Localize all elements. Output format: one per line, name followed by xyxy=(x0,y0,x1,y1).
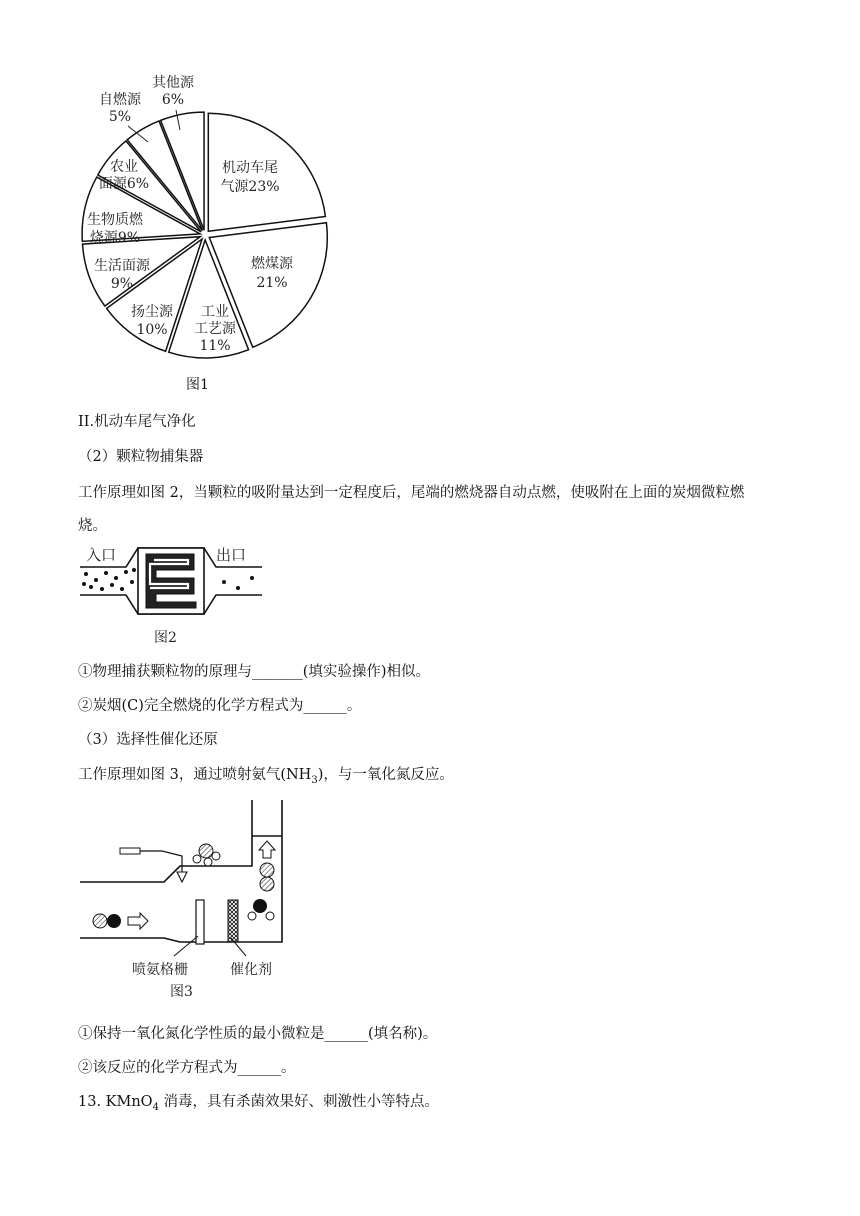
slice-label-agri-2: 面源6% xyxy=(98,176,150,192)
slice-label-biomass-2: 烧源9% xyxy=(89,230,141,246)
figure1-pie-chart xyxy=(60,60,350,370)
slice-label-coal-2: 21% xyxy=(256,275,288,291)
fig2-inlet-label: 入口 xyxy=(86,546,117,564)
slice-label-agri-1: 农业 xyxy=(110,159,138,175)
figure3-diagram xyxy=(76,796,296,1006)
slice-label-industry-3: 11% xyxy=(199,338,231,354)
subheading-scr: （3）选择性催化还原 xyxy=(78,732,218,748)
question-2: ②炭烟(C)完全燃烧的化学方程式为______。 xyxy=(78,698,362,714)
question-13: 13. KMnO$_4$ 消毒，具有杀菌效果好、刺激性小等特点。 xyxy=(78,1094,440,1113)
question-3: ①保持一氧化氮化学性质的最小微粒是______(填名称)。 xyxy=(78,1026,438,1042)
slice-label-dust-2: 10% xyxy=(136,322,168,338)
section-heading: II.机动车尾气净化 xyxy=(78,414,196,430)
slice-label-industry-1: 工业 xyxy=(201,304,229,320)
slice-label-industry-2: 工艺源 xyxy=(194,321,236,337)
slice-label-coal-1: 燃煤源 xyxy=(251,256,293,272)
subheading-particle-trap: （2）颗粒物捕集器 xyxy=(78,449,204,465)
inlet-particles xyxy=(82,568,136,591)
fig2-caption: 图2 xyxy=(154,630,177,646)
fig3-grid-label: 喷氨格栅 xyxy=(132,962,188,978)
slice-label-other-2: 6% xyxy=(161,92,185,108)
slice-label-dust-1: 扬尘源 xyxy=(131,304,173,320)
slice-label-other-1: 其他源 xyxy=(152,75,194,91)
slice-label-domestic-1: 生活面源 xyxy=(94,258,150,274)
outlet-particles xyxy=(222,576,254,590)
slice-label-self-2: 5% xyxy=(108,109,132,125)
figure1-caption: 图1 xyxy=(186,377,209,393)
slice-label-motor-1: 机动车尾 xyxy=(222,160,278,176)
fig2-outlet-label: 出口 xyxy=(216,546,247,564)
slice-label-motor-2: 气源23% xyxy=(220,179,280,195)
figure2-diagram xyxy=(76,540,266,650)
slice-label-domestic-2: 9% xyxy=(110,276,134,292)
principle-line-2: 烧。 xyxy=(78,518,107,534)
question-4: ②该反应的化学方程式为______。 xyxy=(78,1060,296,1076)
principle3-line: 工作原理如图 3，通过喷射氨气$(NH_3)$，与一氧化氮反应。 xyxy=(78,767,454,786)
slice-label-biomass-1: 生物质燃 xyxy=(87,212,143,228)
principle-line-1: 工作原理如图 2，当颗粒的吸附量达到一定程度后，尾端的燃烧器自动点燃，使吸附在上面的炭烟微粒燃 xyxy=(78,485,745,501)
fig3-catalyst-label: 催化剂 xyxy=(230,962,272,978)
slice-label-self-1: 自燃源 xyxy=(99,92,141,108)
fig3-caption: 图3 xyxy=(170,984,193,1000)
question-1: ①物理捕获颗粒物的原理与_______(填实验操作)相似。 xyxy=(78,664,431,680)
